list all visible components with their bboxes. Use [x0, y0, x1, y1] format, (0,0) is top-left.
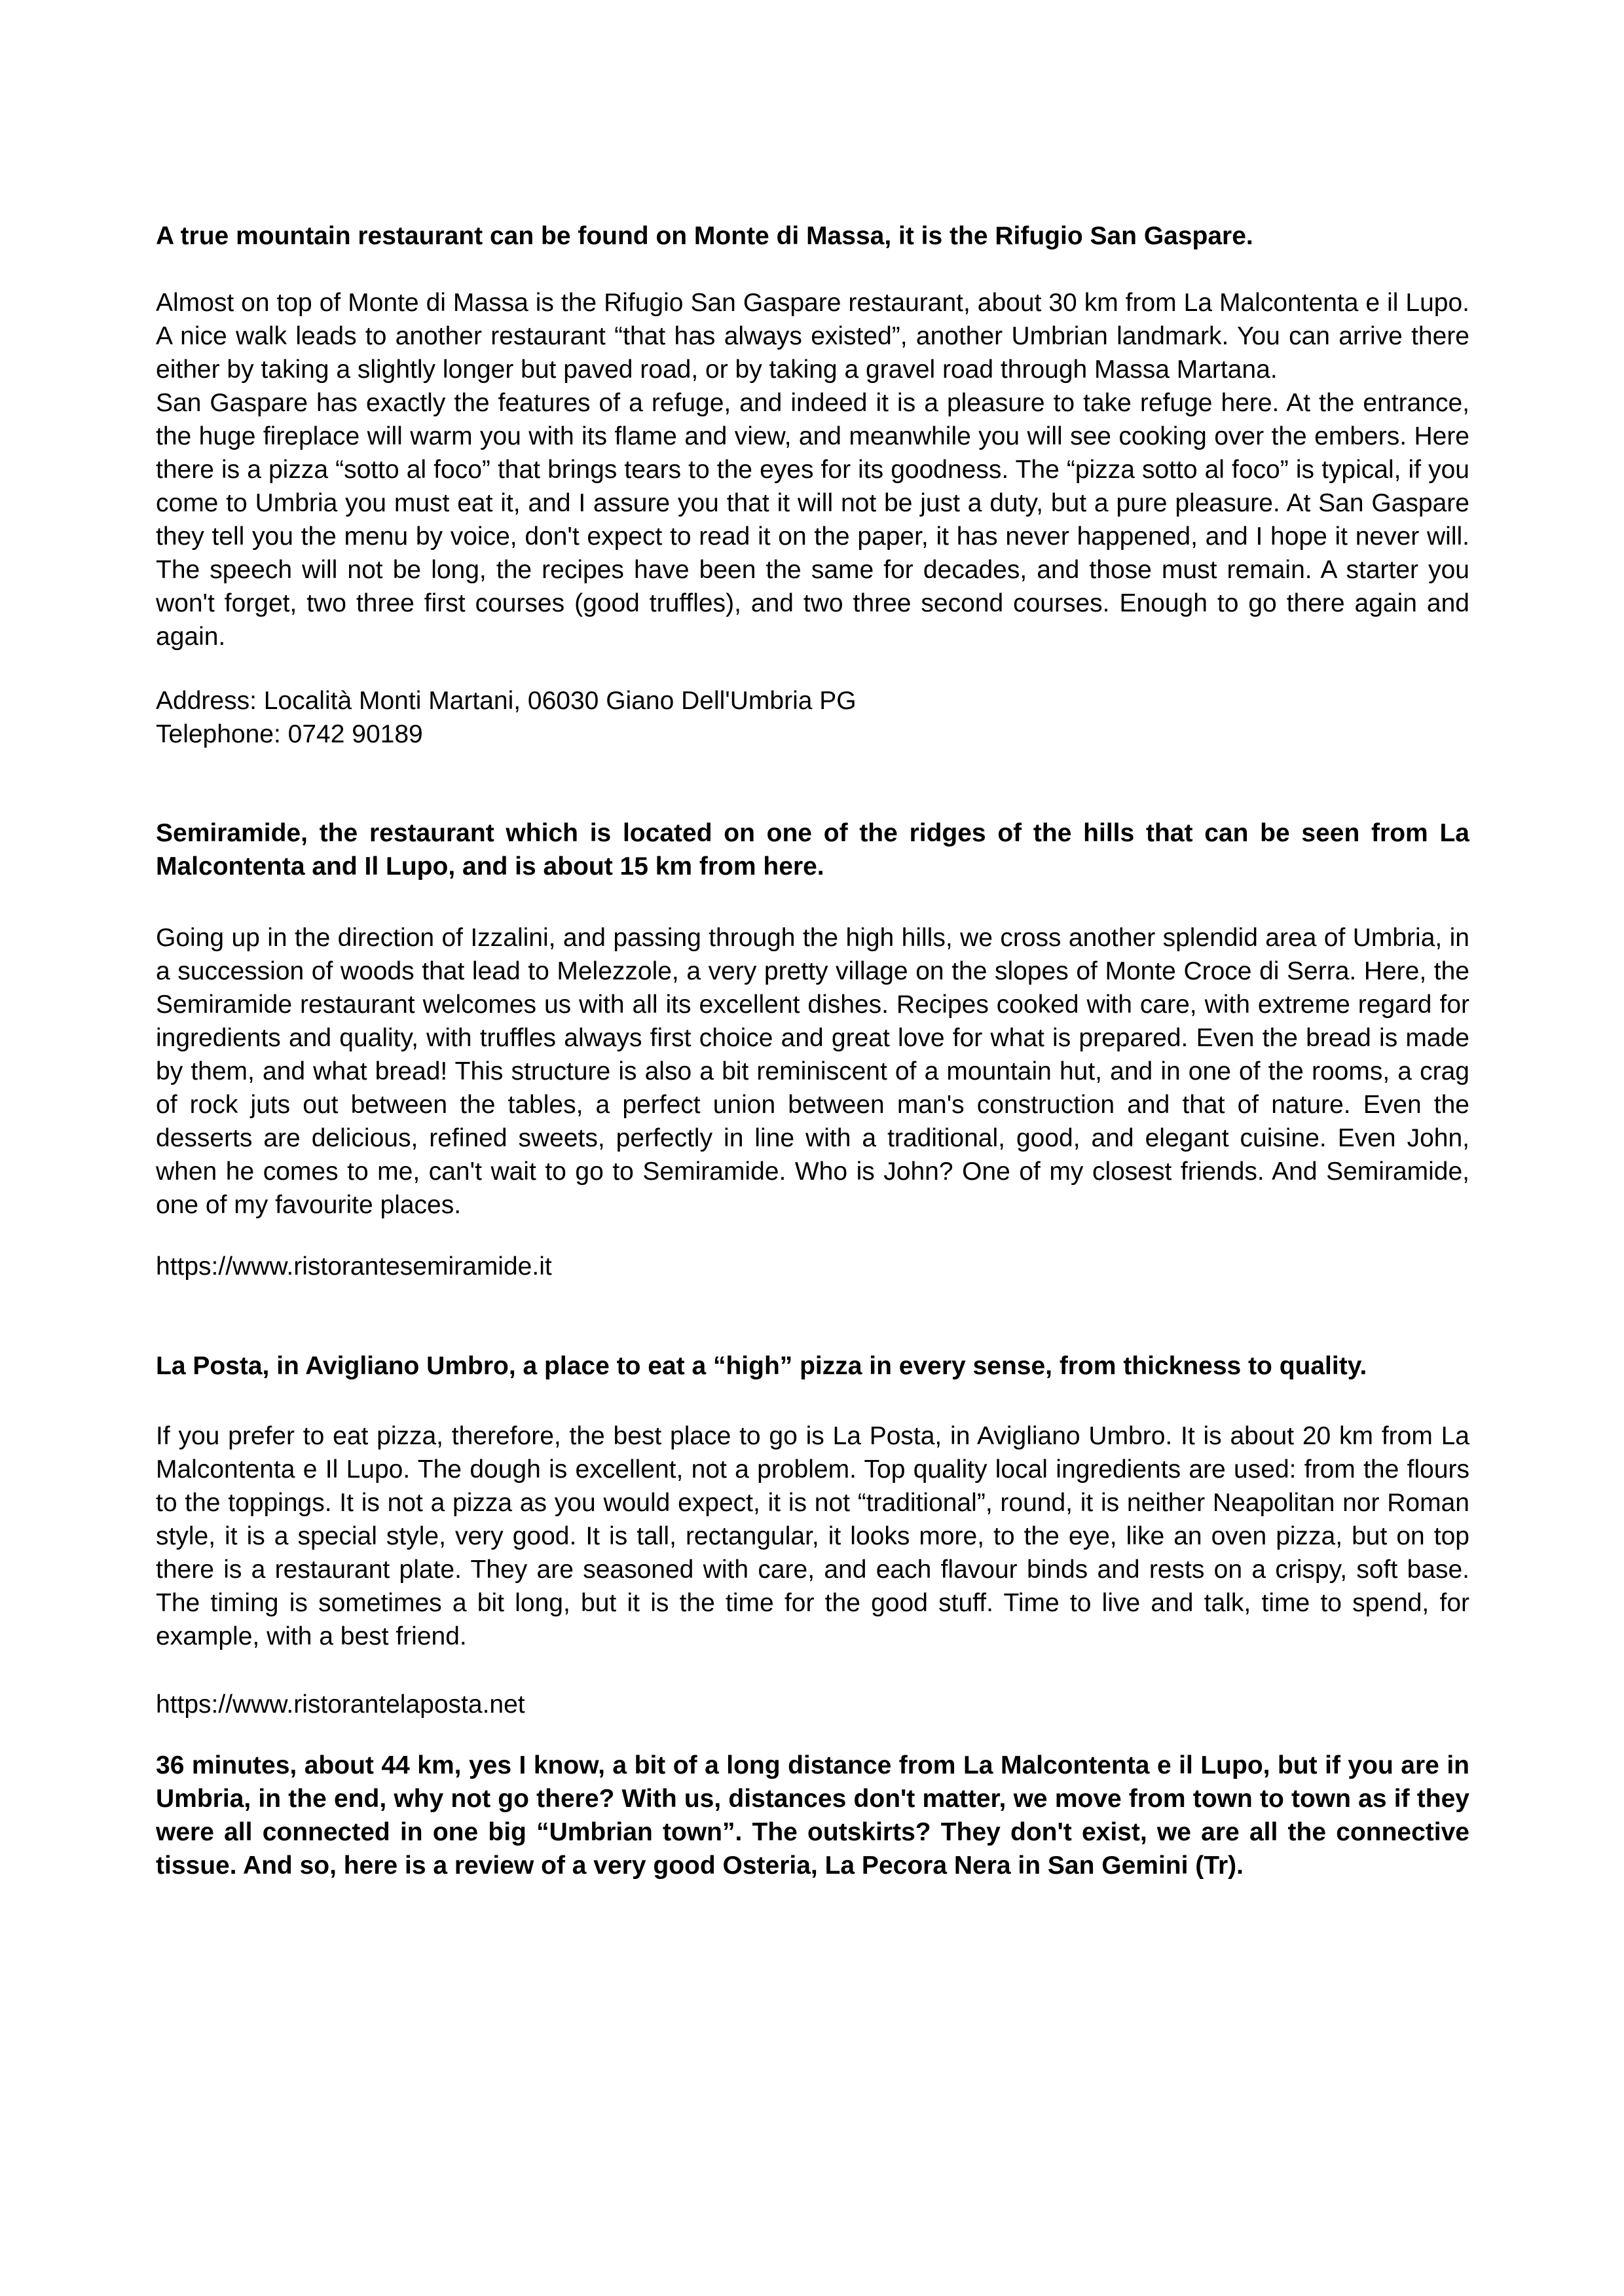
body-paragraph: Almost on top of Monte di Massa is the Rifugio San Gaspare restaurant, about 30 km from La Malcontenta e il Lupo. A nice walk leads to another restaurant “that has always existed”, another Umbrian landmark. You can arrive there either by taking a slightly longer but paved road, or by taking a gravel road through Massa Martana. [156, 289, 1469, 384]
body-paragraph: San Gaspare has exactly the features of a refuge, and indeed it is a pleasure to take refuge here. At the entrance, the huge fireplace will warm you with its flame and view, and meanwhile you will see cooking over the embers. Here there is a pizza “sotto al foco” that brings tears to the eyes for its goodness. The “pizza sotto al foco” is typical, if you come to Umbria you must eat it, and I assure you that it will not be just a duty, but a pure pleasure. At San Gaspare they tell you the menu by voice, don't expect to read it on the paper, it has never happened, and I hope it never will. The speech will not be long, the recipes have been the same for decades, and those must remain. A starter you won't forget, two three first courses (good truffles), and two three second courses. Enough to go there again and again. [156, 389, 1469, 651]
body-paragraph: If you prefer to eat pizza, therefore, the best place to go is La Posta, in Avigliano Umbro. It is about 20 km from La Malcontenta e Il Lupo. The dough is excellent, not a problem. Top quality local ingredients are used: from the flours to the toppings. It is not a pizza as you would expect, it is not “traditional”, round, it is neither Neapolitan nor Roman style, it is a special style, very good. It is tall, rectangular, it looks more, to the eye, like an oven pizza, but on top there is a restaurant plate. They are seasoned with care, and each flavour binds and rests on a crispy, soft base. The timing is sometimes a bit long, but it is the time for the good stuff. Time to live and talk, time to spend, for example, with a best friend. [156, 1422, 1469, 1650]
intro-paragraph-la-pecora-nera: 36 minutes, about 44 km, yes I know, a bit of a long distance from La Malcontenta e il Lupo, but if you are in Umbria, in the end, why not go there? With us, distances don't matter, we move from town to town as if they were all connected in one big “Umbrian town”. The outskirts? They don't exist, we are all the connective tissue. And so, here is a review of a very good Osteria, La Pecora Nera in San Gemini (Tr). [156, 1751, 1469, 1880]
section-heading-la-posta: La Posta, in Avigliano Umbro, a place to eat a “high” pizza in every sense, from thickness to quality. [156, 1352, 1367, 1380]
telephone-line: Telephone: 0742 90189 [156, 720, 423, 748]
website-url-la-posta: https://www.ristorantelaposta.net [156, 1690, 525, 1719]
section-heading-semiramide: Semiramide, the restaurant which is located on one of the ridges of the hills that can be seen from La Malcontenta and Il Lupo, and is about 15 km from here. [156, 819, 1469, 881]
section-heading-san-gaspare: A true mountain restaurant can be found on Monte di Massa, it is the Rifugio San Gaspare. [156, 222, 1253, 250]
website-url-semiramide: https://www.ristorantesemiramide.it [156, 1252, 552, 1281]
body-paragraph: Going up in the direction of Izzalini, and passing through the high hills, we cross another splendid area of Umbria, in a succession of woods that lead to Melezzole, a very pretty village on the slopes of Monte Croce di Serra. Here, the Semiramide restaurant welcomes us with all its excellent dishes. Recipes cooked with care, with extreme regard for ingredients and quality, with truffles always first choice and great love for what is prepared. Even the bread is made by them, and what bread! This structure is also a bit reminiscent of a mountain hut, and in one of the rooms, a crag of rock juts out between the tables, a perfect union between man's construction and that of nature. Even the desserts are delicious, refined sweets, perfectly in line with a traditional, good, and elegant cuisine. Even John, when he comes to me, can't wait to go to Semiramide. Who is John? One of my closest friends. And Semiramide, one of my favourite places. [156, 924, 1469, 1219]
address-line: Address: Località Monti Martani, 06030 Giano Dell'Umbria PG [156, 687, 857, 715]
